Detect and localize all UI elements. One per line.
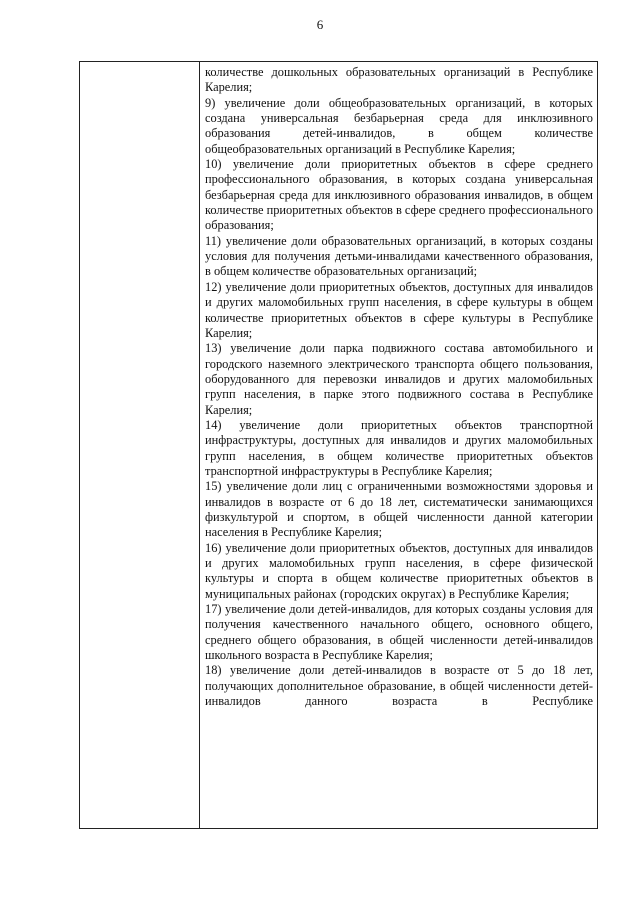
- list-item: 14) увеличение доли приоритетных объектов транспортной инфраструктуры, доступных для инвалидов и других маломобильных групп населения, в общем количестве приоритетных объектов транспортной инфраструктуры в Республике Карелия;: [205, 417, 593, 478]
- list-item: количестве дошкольных образовательных организаций в Республике Карелия;: [205, 65, 593, 95]
- list-item: 11) увеличение доли образовательных организаций, в которых созданы условия для получения детьми-инвалидами качественного образования, в общем количестве образовательных организаций;: [205, 233, 593, 279]
- content-table: [79, 61, 598, 829]
- list-item: 12) увеличение доли приоритетных объектов, доступных для инвалидов и других маломобильных групп населения, в сфере культуры в общем количестве приоритетных объектов в сфере культуры в Республике Карелия;: [205, 279, 593, 340]
- list-item: 18) увеличение доли детей-инвалидов в возрасте от 5 до 18 лет, получающих дополнительное образование, в общей численности детей-инвалидов данного возраста в Республике: [205, 663, 593, 709]
- list-item: 10) увеличение доли приоритетных объектов в сфере среднего профессионального образования, в которых создана универсальная безбарьерная среда для инклюзивного образования инвалидов, в общем количестве приоритетных объектов в сфере среднего профессионального образования;: [205, 157, 593, 233]
- table-left-cell: [80, 62, 200, 828]
- list-item: 13) увеличение доли парка подвижного состава автомобильного и городского наземного электрического транспорта общего пользования, оборудованного для перевозки инвалидов и других маломобильных групп населения, в парке этого подвижного состава в Республике Карелия;: [205, 341, 593, 417]
- list-item: 15) увеличение доли лиц с ограниченными возможностями здоровья и инвалидов в возрасте от 6 до 18 лет, систематически занимающихся физкультурой и спортом, в общей численности данной категории населения в Республике Карелия;: [205, 479, 593, 540]
- list-item: 17) увеличение доли детей-инвалидов, для которых созданы условия для получения качественного начального общего, основного общего, среднего общего образования, в общей численности детей-инвалидов школьного возраста в Республике Карелия;: [205, 602, 593, 663]
- list-item: 16) увеличение доли приоритетных объектов, доступных для инвалидов и других маломобильных групп населения, в сфере физической культуры и спорта в общем количестве приоритетных объектов в муниципальных районах (городских округах) в Республике Карелия;: [205, 540, 593, 601]
- list-item: 9) увеличение доли общеобразовательных организаций, в которых создана универсальная безбарьерная среда для инклюзивного образования детей-инвалидов, в общем количестве общеобразовательных организаций в Республике Карелия;: [205, 95, 593, 156]
- table-right-cell: [201, 62, 597, 828]
- page-number: 6: [316, 17, 324, 32]
